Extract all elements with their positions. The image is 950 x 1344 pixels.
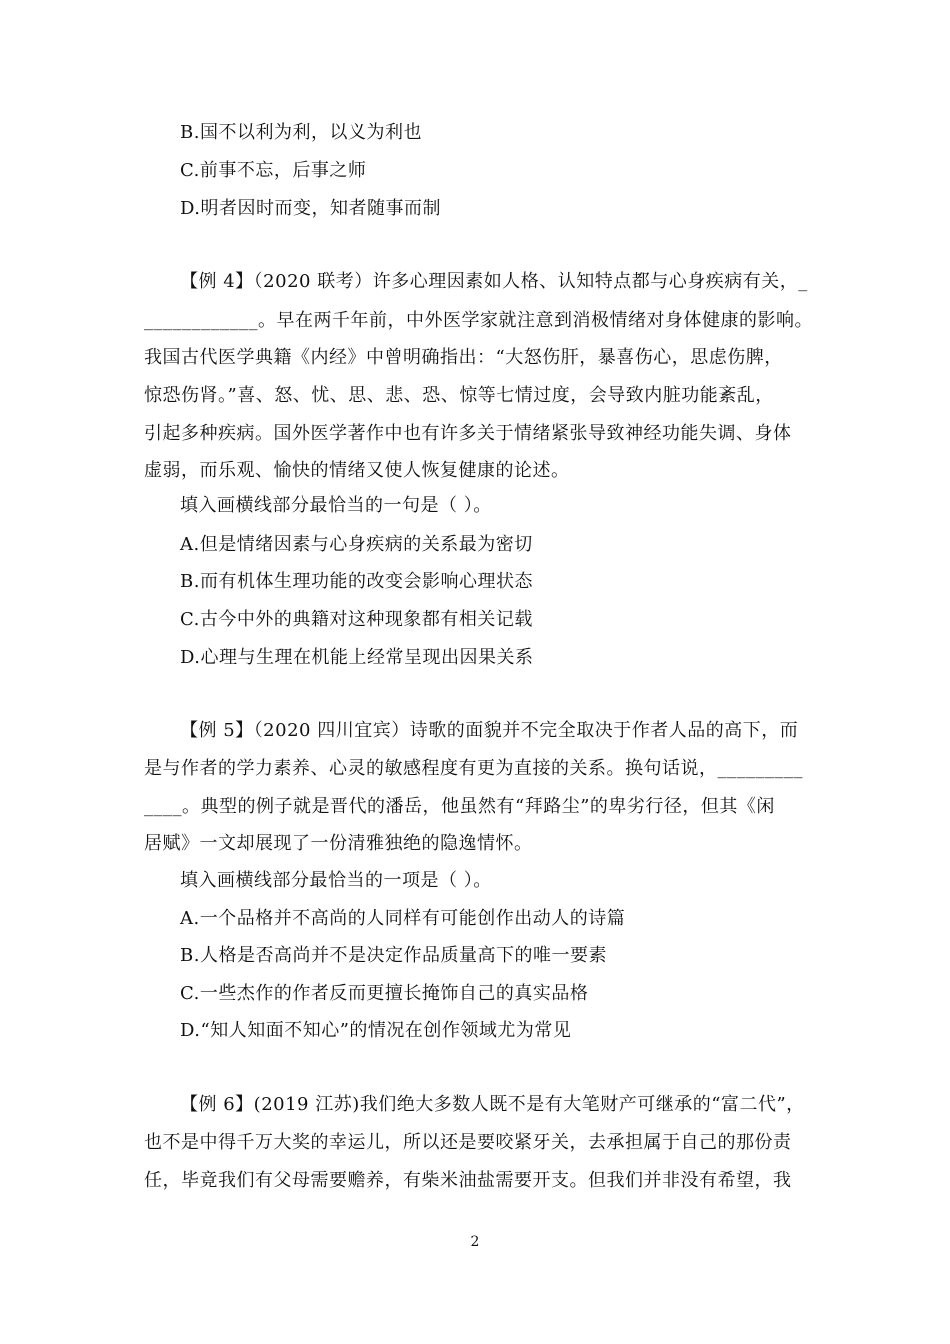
ex5-option-d: D.“知人知面不知心”的情况在创作领域尤为常见 — [180, 1020, 572, 1041]
ex4-line-6: 虚弱，而乐观、愉快的情绪又使人恢复健康的论述。 — [144, 460, 570, 481]
ex5-line-1: 【例 5】（2020 四川宜宾）诗歌的面貌并不完全取决于作者人品的高下，而 — [180, 720, 799, 741]
ex4-line-3: 我国古代医学典籍《内经》中曾明确指出：“大怒伤肝，暴喜伤心，思虑伤脾， — [144, 347, 783, 368]
ex4-option-c: C.古今中外的典籍对这种现象都有相关记载 — [180, 609, 533, 630]
ex6-line-1: 【例 6】(2019 江苏)我们绝大多数人既不是有大笔财产可继承的“富二代”， — [180, 1094, 805, 1115]
ex4-line-4: 惊恐伤肾。”喜、怒、忧、思、悲、恐、惊等七情过度，会导致内脏功能紊乱， — [144, 385, 774, 406]
ex5-option-b: B.人格是否高尚并不是决定作品质量高下的唯一要素 — [180, 945, 607, 966]
ex6-line-2: 也不是中得千万大奖的幸运儿，所以还是要咬紧牙关，去承担属于自己的那份责 — [144, 1132, 792, 1153]
ex5-question: 填入画横线部分最恰当的一项是（ ）。 — [180, 870, 492, 891]
ex4-option-a: A.但是情绪因素与心身疾病的关系最为密切 — [180, 534, 533, 555]
ex5-line-4: 居赋》一文却展现了一份清雅独绝的隐逸情怀。 — [144, 833, 533, 854]
ex5-line-3: ____。典型的例子就是晋代的潘岳，他虽然有“拜路尘”的卑劣行径，但其《闲 — [144, 796, 775, 817]
ex4-question: 填入画横线部分最恰当的一句是（ ）。 — [180, 495, 492, 516]
option-d-top: D.明者因时而变，知者随事而制 — [180, 198, 442, 219]
ex4-option-d: D.心理与生理在机能上经常呈现出因果关系 — [180, 647, 534, 668]
page-number: 2 — [470, 1234, 480, 1250]
option-b-top: B.国不以利为利，以义为利也 — [180, 122, 422, 143]
ex5-option-c: C.一些杰作的作者反而更擅长掩饰自己的真实品格 — [180, 983, 589, 1004]
ex6-line-3: 任，毕竟我们有父母需要赡养，有柴米油盐需要开支。但我们并非没有希望，我 — [144, 1170, 792, 1191]
ex4-option-b: B.而有机体生理功能的改变会影响心理状态 — [180, 571, 533, 592]
ex4-line-1: 【例 4】（2020 联考）许多心理因素如人格、认知特点都与心身疾病有关，_ — [180, 271, 808, 292]
option-c-top: C.前事不忘，后事之师 — [180, 160, 367, 181]
ex4-line-5: 引起多种疾病。国外医学著作中也有许多关于情绪紧张导致神经功能失调、身体 — [144, 423, 792, 444]
ex5-option-a: A.一个品格并不高尚的人同样有可能创作出动人的诗篇 — [180, 908, 626, 929]
ex5-line-2: 是与作者的学力素养、心灵的敏感程度有更为直接的关系。换句话说，_________ — [144, 758, 803, 779]
ex4-line-2: ____________。早在两千年前，中外医学家就注意到消极情绪对身体健康的影响。 — [144, 310, 813, 331]
